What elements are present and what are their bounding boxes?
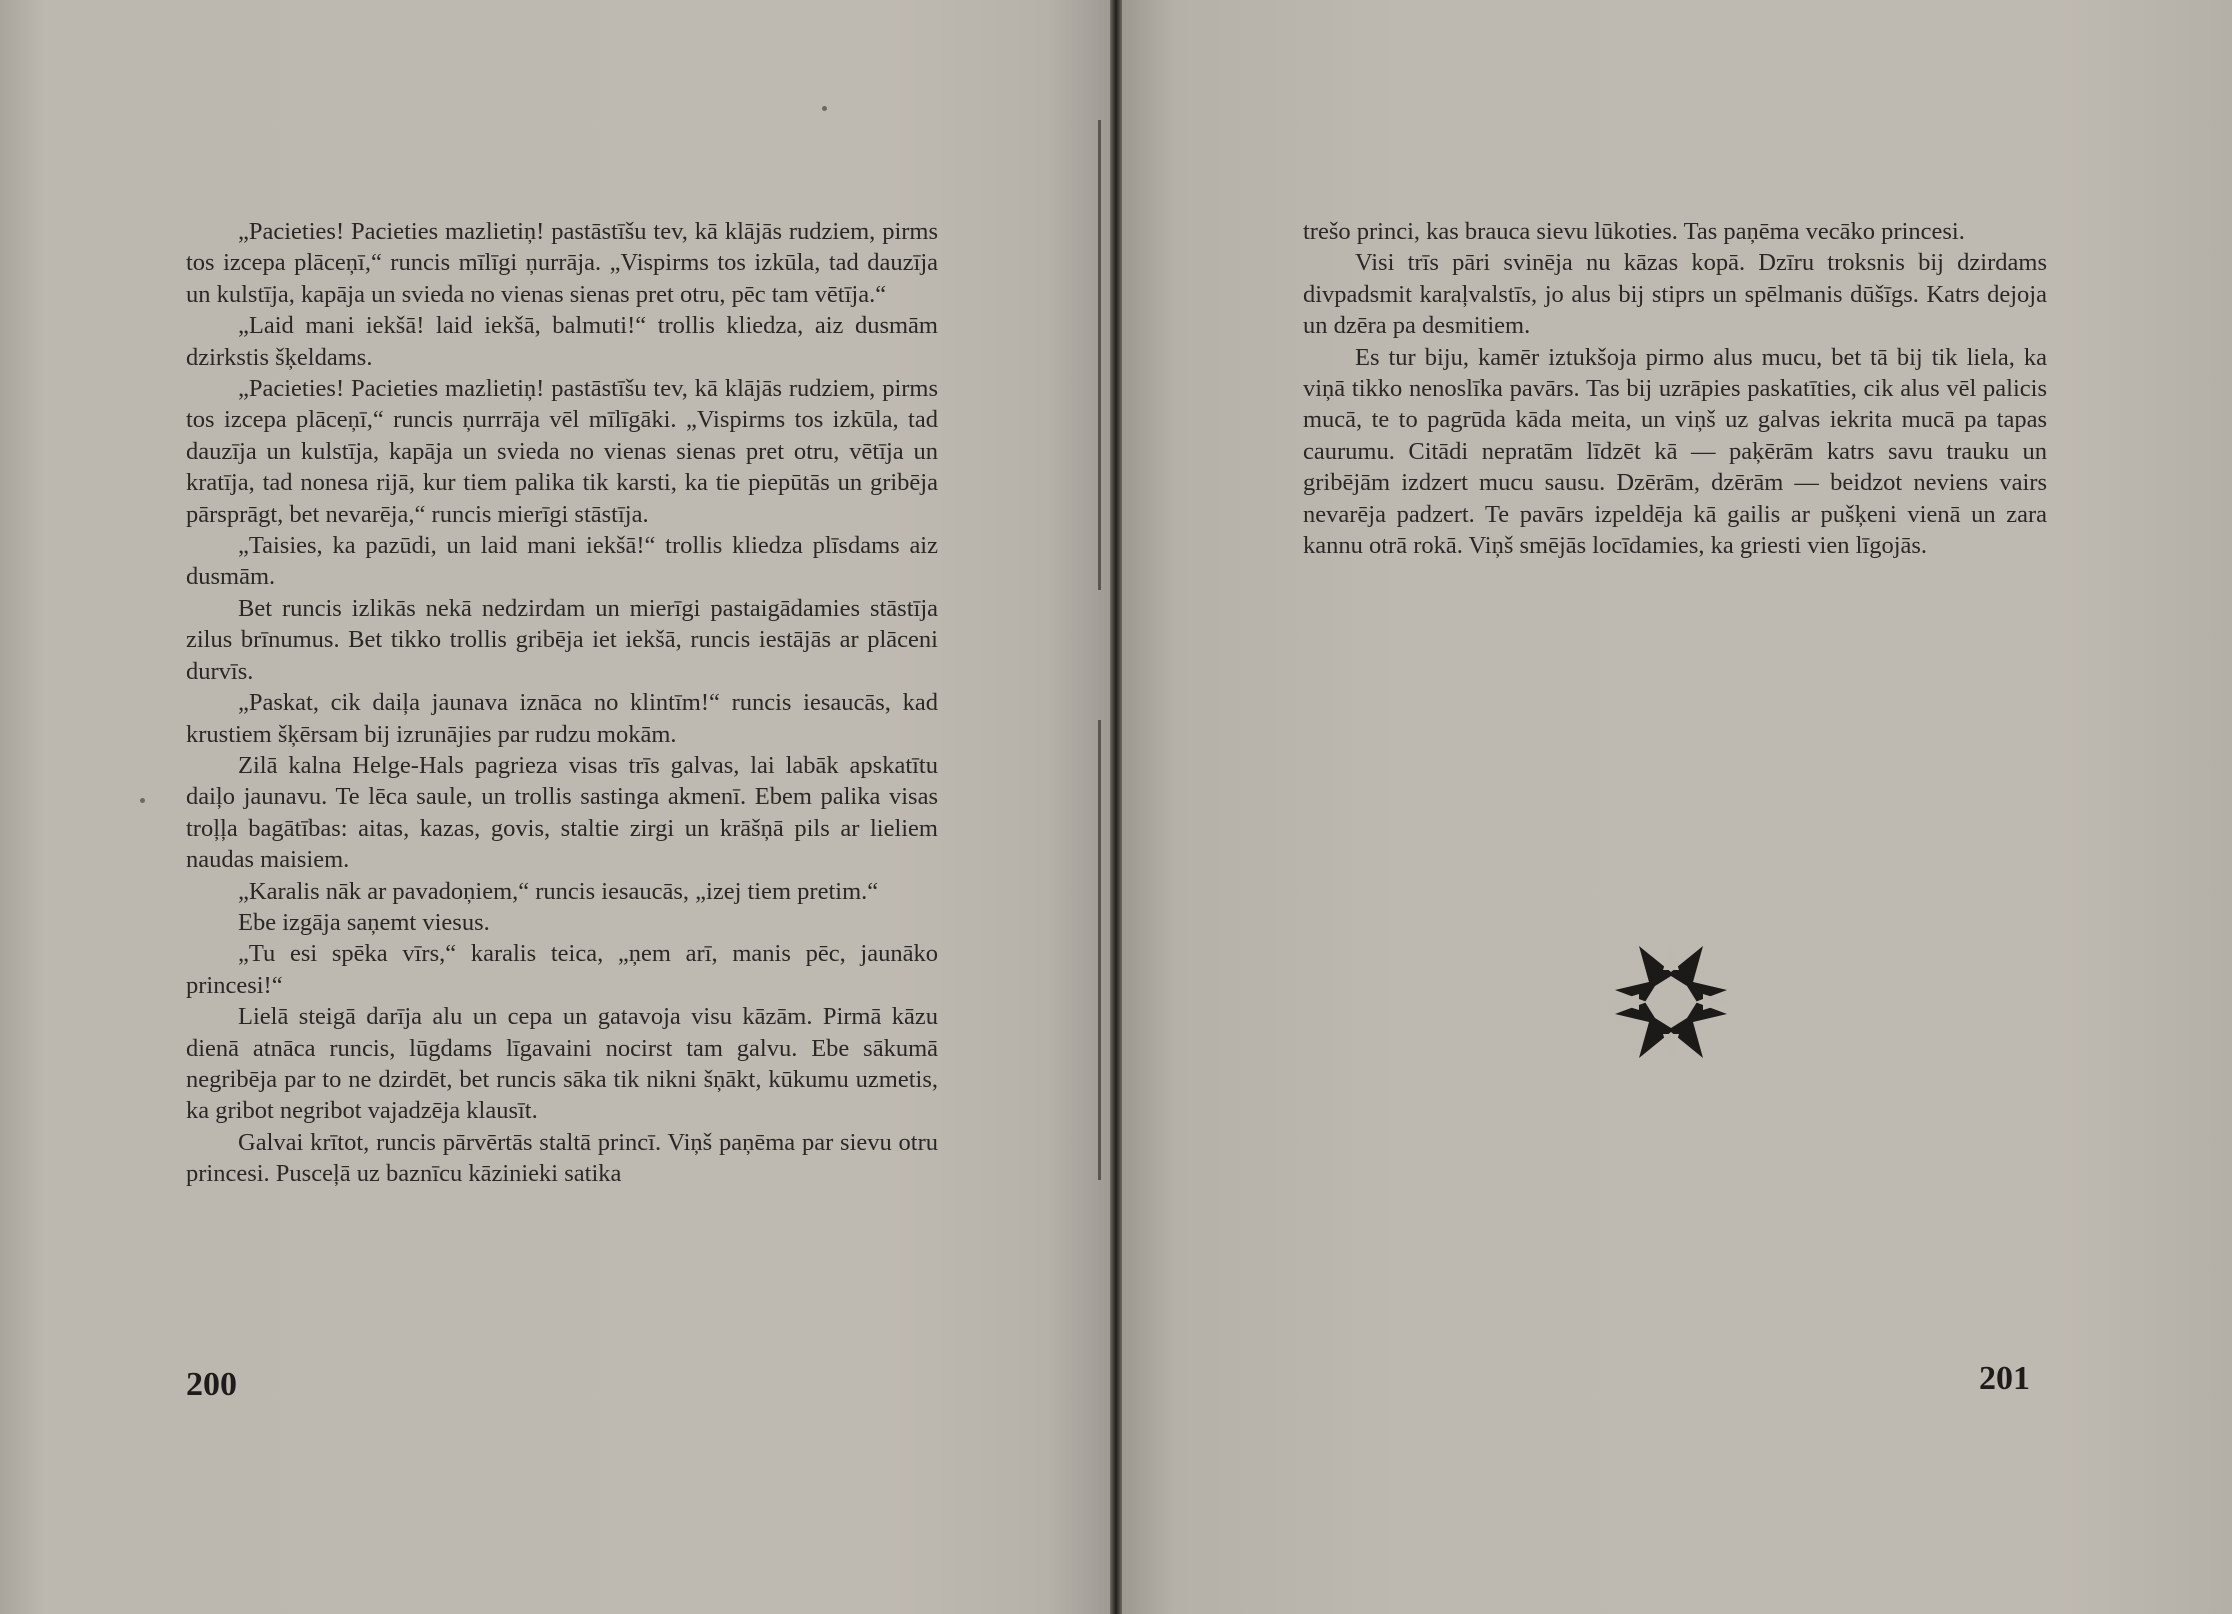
paragraph: Bet runcis izlikās nekā nedzirdam un mierīgi pastaigādamies stāstīja zilus brīnumus. Bet tikko trollis gribēja iet iekšā, runcis iestājās ar plāceni durvīs. xyxy=(186,594,938,685)
paper-speck xyxy=(140,798,145,803)
paragraph: „Pacieties! Pacieties mazlietiņ! pastāstīšu tev, kā klājās rudziem, pirms tos izcepa plāceņī,“ runcis mīlīgi ņurrāja. „Vispirms tos izkūla, tad dauzīja un kulstīja, kapāja un svieda no vienas sienas pret otru, pēc tam vētīja.“ xyxy=(186,218,938,308)
paragraph: „Tu esi spēka vīrs,“ karalis teica, „ņem arī, manis pēc, jaunāko princesi!“ xyxy=(186,940,938,999)
left-page-text xyxy=(186,216,938,1190)
paragraph: „Paskat, cik daiļa jaunava iznāca no klintīm!“ runcis iesaucās, kad krustiem šķērsam bij izrunājies par rudzu mokām. xyxy=(186,689,938,748)
right-page xyxy=(1119,0,2232,1614)
paragraph: „Karalis nāk ar pavadoņiem,“ runcis iesaucās, „izej tiem pretim.“ xyxy=(238,877,879,905)
paragraph: „Taisies, ka pazūdi, un laid mani iekšā!“ trollis kliedza plīsdams aiz dusmām. xyxy=(186,532,938,591)
paragraph: „Laid mani iekšā! laid iekšā, balmuti!“ trollis kliedza, aiz dusmām dzirkstis šķeldams. xyxy=(186,312,938,371)
star-ornament-icon xyxy=(1609,940,1733,1064)
paper-speck xyxy=(822,106,827,111)
paragraph: Zilā kalna Helge-Hals pagrieza visas trīs galvas, lai labāk apskatītu daiļo jaunavu. Te lēca saule, un trollis sastinga akmenī. Ebem palika visas troļļa bagātības: aitas, kazas, govis, staltie zirgi un krāšņā pils ar lieliem naudas maisiem. xyxy=(186,751,938,874)
paragraph: Visi trīs pāri svinēja nu kāzas kopā. Dzīru troksnis bij dzirdams divpadsmit karaļvalstīs, jo alus bij stiprs un spēlmanis dūšīgs. Katrs dejoja un dzēra pa desmitiem. xyxy=(1303,249,2047,340)
paragraph: Ebe izgāja saņemt viesus. xyxy=(238,908,490,936)
page-number-left: 200 xyxy=(186,1366,237,1403)
paragraph: „Pacieties! Pacieties mazlietiņ! pastāstīšu tev, kā klājās rudziem, pirms tos izcepa plāceņī,“ runcis ņurrrāja vēl mīlīgāki. „Vispirms tos izkūla, tad dauzīja un kulstīja, kapāja un svieda no vienas sienas pret otru, vētīja un kratīja, tad nonesa rijā, kur tiem palika tik karsti, ka tie piepūtās un gribēja pārsprāgt, bet nevarēja,“ runcis mierīgi stāstīja. xyxy=(186,375,938,528)
paragraph: Galvai krītot, runcis pārvērtās staltā princī. Viņš paņēma par sievu otru princesi. Pusceļā uz baznīcu kāzinieki satika xyxy=(186,1128,938,1188)
paragraph: Lielā steigā darīja alu un cepa un gatavoja visu kāzām. Pirmā kāzu dienā atnāca runcis, lūgdams līgavaini nocirst tam galvu. Ebe sākumā negribēja par to ne dzirdēt, bet runcis sāka tik nikni šņākt, kūkumu uzmetis, ka gribot negribot vajadzēja klausīt. xyxy=(186,1003,938,1125)
binding-thread xyxy=(1098,720,1101,1180)
paragraph: Es tur biju, kamēr iztukšoja pirmo alus mucu, bet tā bij tik liela, ka viņā tikko nenoslīka pavārs. Tas bij uzrāpies paskatīties, cik alus vēl palicis mucā, te to pagrūda kāda meita, un viņš uz galvas iekrita mucā pa tapas caurumu. Citādi nepratām līdzēt kā — paķērām katrs savu trauku un gribējām izdzert mucu sausu. Dzērām, dzērām — beidzot neviens vairs nevarēja padzert. Te pavārs izpeldēja kā gailis ar pušķeni vienā un zara kannu otrā rokā. Viņš smējās locīdamies, ka griesti vien līgojās. xyxy=(1303,343,2047,560)
right-page-text xyxy=(1303,216,2047,561)
book-gutter xyxy=(1110,0,1122,1614)
binding-thread xyxy=(1098,120,1101,590)
page-number-right: 201 xyxy=(1979,1360,2030,1397)
left-page xyxy=(0,0,1113,1614)
paragraph: trešo princi, kas brauca sievu lūkoties. Tas paņēma vecāko princesi. xyxy=(1303,218,1965,245)
